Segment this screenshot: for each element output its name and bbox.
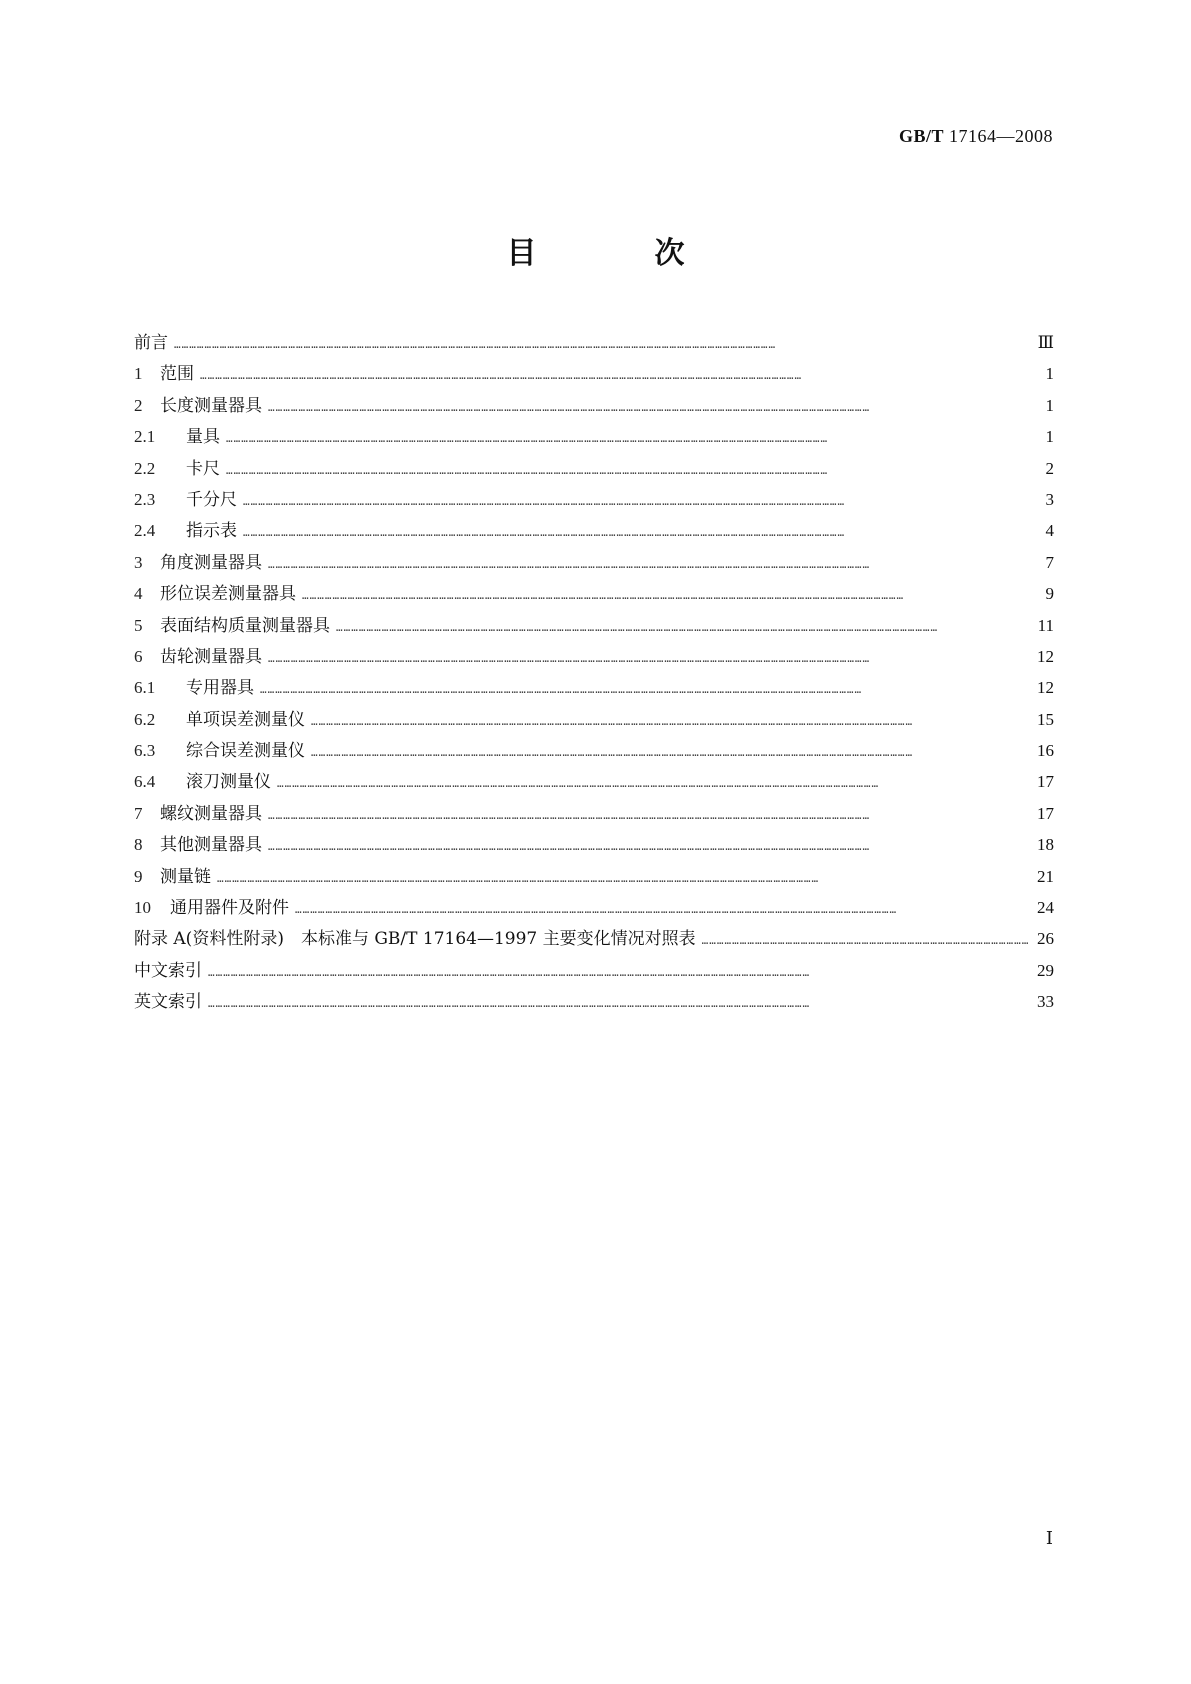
toc-entry-number: 10 — [134, 898, 151, 918]
toc-entry-label: 指示表 — [186, 521, 237, 542]
toc-entry-label: 表面结构质量测量器具 — [160, 615, 330, 636]
toc-entry-label: 滚刀测量仪 — [186, 772, 271, 793]
toc-dot-leader — [311, 716, 1028, 727]
toc-entry[interactable] — [134, 767, 1054, 798]
toc-entry[interactable] — [134, 736, 1054, 767]
toc-entry-label: 齿轮测量器具 — [160, 646, 262, 667]
toc-entry[interactable] — [134, 830, 1054, 861]
page-title: 目 次 — [506, 236, 729, 271]
standard-number-header — [899, 126, 1053, 147]
toc-entry-page: 1 — [1045, 364, 1054, 384]
toc-entry-page: 1 — [1045, 427, 1054, 447]
toc-entry-page: 2 — [1045, 458, 1054, 478]
toc-entry-label: 千分尺 — [186, 489, 237, 510]
toc-entry-label: 长度测量器具 — [160, 395, 262, 416]
toc-entry-page: 18 — [1037, 835, 1054, 855]
toc-entry-number: 2 — [134, 395, 143, 415]
toc-dot-leader — [243, 527, 1028, 538]
toc-entry-page: 26 — [1037, 929, 1054, 949]
toc-entry-page: 15 — [1037, 709, 1054, 729]
toc-entry-label: 其他测量器具 — [160, 835, 262, 856]
standard-prefix: GB/T — [898, 126, 944, 146]
toc-entry-label: 单项误差测量仪 — [186, 709, 305, 730]
toc-entry-label: 形位误差测量器具 — [160, 584, 296, 605]
toc-entry-page: 4 — [1045, 521, 1054, 541]
toc-entry-page: 17 — [1037, 772, 1054, 792]
toc-dot-leader — [277, 778, 1028, 789]
toc-entry-label: 前言 — [134, 333, 168, 353]
toc-dot-leader — [295, 904, 1028, 915]
toc-dot-leader — [302, 590, 1028, 601]
toc-dot-leader — [208, 998, 1028, 1009]
standard-number: 17164—2008 — [949, 126, 1053, 146]
toc-entry-label: 综合误差测量仪 — [186, 741, 305, 762]
toc-entry-number: 2.2 — [134, 458, 156, 478]
toc-entry-page: 7 — [1045, 552, 1054, 572]
toc-entry-label: 附录 A(资料性附录) 本标准与 GB/T 17164—1997 主要变化情况对照表 — [134, 929, 696, 950]
toc-entry-page: 17 — [1037, 803, 1054, 823]
toc-dot-leader — [268, 653, 1028, 664]
toc-entry-page: 1 — [1045, 395, 1054, 415]
toc-entry-number: 6.2 — [134, 709, 156, 729]
toc-entry[interactable] — [134, 956, 1054, 987]
toc-entry[interactable] — [134, 454, 1054, 485]
toc-dot-leader — [226, 433, 1028, 444]
toc-entry[interactable] — [134, 485, 1054, 516]
toc-dot-leader — [336, 622, 1028, 633]
toc-entry[interactable] — [134, 359, 1054, 390]
toc-entry[interactable] — [134, 422, 1054, 453]
toc-entry[interactable] — [134, 862, 1054, 893]
toc-entry[interactable] — [134, 987, 1054, 1018]
toc-entry-number: 8 — [134, 835, 143, 855]
toc-entry-label: 卡尺 — [186, 458, 220, 479]
toc-entry-page: 11 — [1037, 615, 1054, 635]
toc-entry-number: 3 — [134, 552, 143, 572]
toc-entry-number: 6.3 — [134, 741, 156, 761]
toc-entry-page: 33 — [1037, 992, 1054, 1012]
toc-entry-number: 6.4 — [134, 772, 156, 792]
toc-entry[interactable] — [134, 799, 1054, 830]
toc-dot-leader — [260, 684, 1028, 695]
toc-entry-number: 2.4 — [134, 521, 156, 541]
toc-entry-number: 2.3 — [134, 489, 156, 509]
toc-dot-leader — [217, 873, 1028, 884]
toc-entry[interactable] — [134, 673, 1054, 704]
toc-entry-label: 专用器具 — [186, 678, 254, 699]
toc-entry[interactable] — [134, 328, 1054, 359]
toc-dot-leader — [268, 841, 1028, 852]
toc-entry[interactable] — [134, 548, 1054, 579]
toc-entry[interactable] — [134, 391, 1054, 422]
page-number-footer: Ⅰ — [1045, 1528, 1053, 1548]
toc-entry-page: 21 — [1037, 866, 1054, 886]
toc-entry[interactable] — [134, 642, 1054, 673]
toc-dot-leader — [311, 747, 1028, 758]
toc-dot-leader — [200, 370, 1028, 381]
toc-entry-number: 4 — [134, 584, 143, 604]
toc-entry-number: 7 — [134, 803, 143, 823]
toc-entry-page: 16 — [1037, 741, 1054, 761]
toc-entry[interactable] — [134, 893, 1054, 924]
toc-entry-page: 9 — [1045, 584, 1054, 604]
toc-entry-number: 6.1 — [134, 678, 156, 698]
table-of-contents — [134, 328, 1054, 1019]
toc-dot-leader — [208, 967, 1028, 978]
toc-entry-page: 24 — [1037, 898, 1054, 918]
toc-entry-page: 29 — [1037, 960, 1054, 980]
toc-dot-leader — [268, 559, 1028, 570]
toc-dot-leader — [226, 465, 1028, 476]
toc-entry-number: 9 — [134, 866, 143, 886]
toc-entry-number: 1 — [134, 364, 143, 384]
toc-entry-page: 3 — [1045, 489, 1054, 509]
toc-entry[interactable] — [134, 705, 1054, 736]
toc-entry[interactable] — [134, 516, 1054, 547]
toc-entry-number: 5 — [134, 615, 143, 635]
toc-entry-label: 英文索引 — [134, 992, 202, 1013]
toc-entry-label: 量具 — [186, 427, 220, 448]
toc-dot-leader — [268, 402, 1028, 413]
toc-entry-number: 2.1 — [134, 427, 156, 447]
toc-dot-leader — [174, 339, 1028, 350]
toc-entry-label: 测量链 — [160, 866, 211, 887]
toc-entry-page: 12 — [1037, 646, 1054, 666]
toc-entry-number: 6 — [134, 646, 143, 666]
toc-entry[interactable] — [134, 579, 1054, 610]
toc-entry-label: 螺纹测量器具 — [160, 803, 262, 824]
toc-entry-label: 角度测量器具 — [160, 552, 262, 573]
toc-entry-page: Ⅲ — [1037, 333, 1054, 352]
toc-entry-label: 中文索引 — [134, 960, 202, 981]
toc-dot-leader — [702, 935, 1028, 946]
toc-dot-leader — [268, 810, 1028, 821]
toc-entry[interactable] — [134, 611, 1054, 642]
toc-entry-label: 范围 — [160, 364, 194, 385]
toc-entry-label: 通用器件及附件 — [170, 898, 289, 919]
toc-dot-leader — [243, 496, 1028, 507]
toc-entry-page: 12 — [1037, 678, 1054, 698]
toc-entry[interactable] — [134, 924, 1054, 955]
